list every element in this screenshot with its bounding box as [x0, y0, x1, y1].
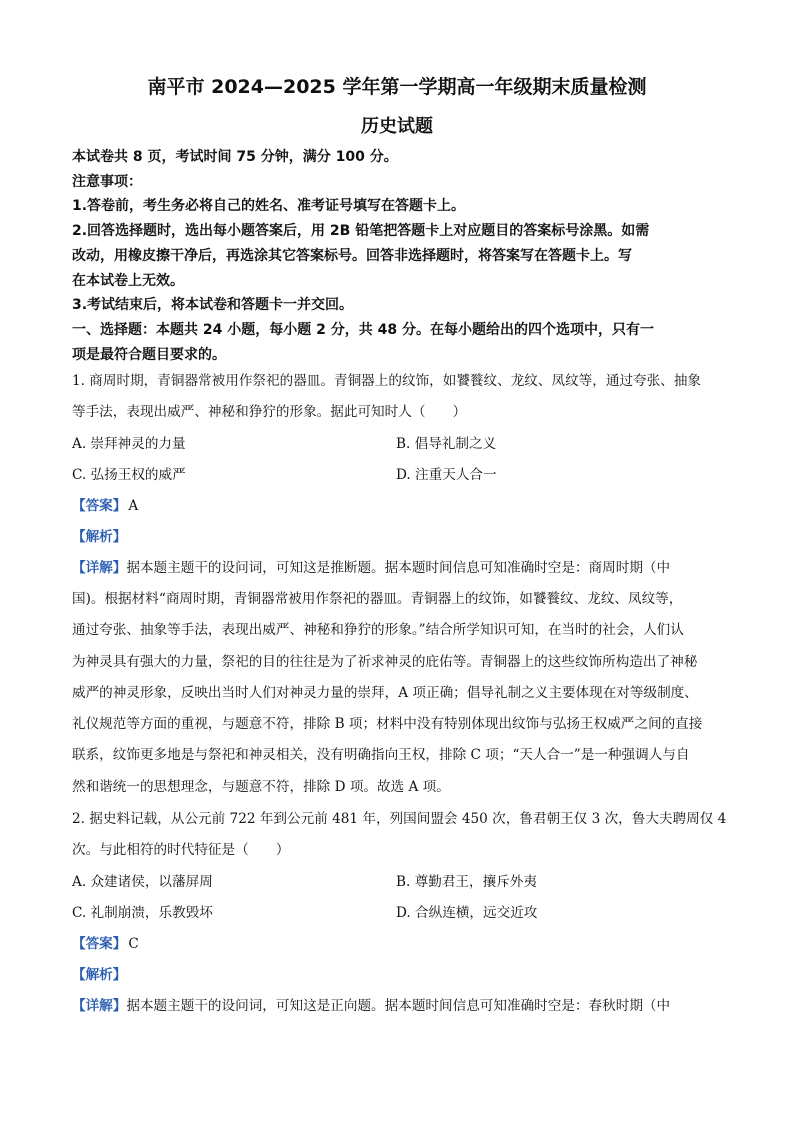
q1-detail-line-7: 联系，纹饰更多地是与祭祀和神灵相关，没有明确指向王权，排除 C 项；“天人合一”是一种强调人与自 — [72, 747, 690, 763]
notice-item-2-cont: 改动，用橡皮擦干净后，再选涂其它答案标号。回答非选择题时，将答案写在答题卡上。写 — [72, 248, 632, 264]
q1-answer — [72, 497, 138, 515]
answer-tag: 【答案】 — [72, 936, 127, 952]
q2-option-c: C. 礼制崩溃，乐教毁坏 — [72, 905, 213, 921]
section-heading: 一、选择题：本题共 24 小题，每小题 2 分，共 48 分。在每小题给出的四个选项中，只有一 — [72, 322, 654, 338]
q2-detail-text: 据本题主题干的设问词，可知这是正向题。据本题时间信息可知准确时空是：春秋时期（中 — [126, 998, 671, 1014]
notice-item-1: 1.答卷前，考生务必将自己的姓名、准考证号填写在答题卡上。 — [72, 198, 466, 214]
q2-option-a: A. 众建诸侯，以藩屏周 — [72, 874, 213, 890]
exam-subtitle: 历史试题 — [361, 116, 433, 137]
exam-title: 南平市 2024—2025 学年第一学期高一年级期末质量检测 — [147, 76, 647, 98]
q1-option-a: A. 崇拜神灵的力量 — [72, 436, 186, 452]
answer-tag: 【答案】 — [72, 498, 127, 514]
detail-tag: 【详解】 — [72, 998, 127, 1014]
analysis-tag: 【解析】 — [72, 967, 127, 983]
analysis-tag: 【解析】 — [72, 529, 127, 545]
q1-analysis — [72, 528, 126, 546]
q1-detail-line-3: 通过夸张、抽象等手法，表现出威严、神秘和狰狞的形象。”结合所学知识可知，在当时的社会，人们认 — [72, 622, 684, 638]
q1-option-c: C. 弘扬王权的威严 — [72, 467, 186, 483]
q2-detail — [72, 997, 670, 1015]
q2-answer — [72, 935, 139, 953]
q1-detail-line-5: 威严的神灵形象，反映出当时人们对神灵力量的崇拜，A 项正确；倡导礼制之义主要体现在对等级制度、 — [72, 685, 698, 701]
q1-detail — [72, 559, 670, 577]
q1-option-b: B. 倡导礼制之义 — [396, 436, 497, 452]
q1-detail-line-6: 礼仪规范等方面的重视，与题意不符，排除 B 项；材料中没有特别体现出纹饰与弘扬王权威严之间的直接 — [72, 716, 703, 732]
detail-tag: 【详解】 — [72, 560, 127, 576]
notice-intro: 本试卷共 8 页，考试时间 75 分钟，满分 100 分。 — [72, 149, 398, 165]
q2-option-b: B. 尊勤君王，攘斥外夷 — [396, 874, 537, 890]
q1-option-d: D. 注重天人合一 — [396, 467, 497, 483]
q1-detail-line-2: 国)。根据材料“商周时期，青铜器常被用作祭祀的器皿。青铜器上的纹饰，如饕餮纹、龙纹、凤纹等， — [72, 591, 683, 607]
notice-item-2-end: 在本试卷上无效。 — [72, 273, 184, 289]
notice-item-2: 2.回答选择题时，选出每小题答案后，用 2B 铅笔把答题卡上对应题目的答案标号涂黑。如需 — [72, 223, 650, 239]
q1-stem: 1. 商周时期，青铜器常被用作祭祀的器皿。青铜器上的纹饰，如饕餮纹、龙纹、凤纹等，通过夸张、抽象 — [72, 373, 702, 389]
q1-detail-line-4: 为神灵具有强大的力量，祭祀的目的往往是为了祈求神灵的庇佑等。青铜器上的这些纹饰所构造出了神秘 — [72, 654, 698, 670]
q1-stem-cont: 等手法，表现出威严、神秘和狰狞的形象。据此可知时人（ ） — [72, 404, 467, 420]
q2-stem: 2. 据史料记载，从公元前 722 年到公元前 481 年，列国间盟会 450 次，鲁君朝王仅 3 次，鲁大夫聘周仅 4 — [72, 811, 727, 827]
q2-answer-value: C — [128, 936, 139, 952]
q1-answer-value: A — [128, 498, 139, 514]
q2-option-d: D. 合纵连横，远交近攻 — [396, 905, 538, 921]
q1-detail-line-8: 然和谐统一的思想理念，与题意不符，排除 D 项。故选 A 项。 — [72, 779, 450, 795]
q2-analysis — [72, 966, 126, 984]
notice-heading: 注意事项： — [72, 174, 142, 190]
section-heading-cont: 项是最符合题目要求的。 — [72, 347, 226, 363]
q2-stem-cont: 次。与此相符的时代特征是（ ） — [72, 842, 290, 858]
notice-item-3: 3.考试结束后，将本试卷和答题卡一并交回。 — [72, 297, 354, 313]
q1-detail-text: 据本题主题干的设问词，可知这是推断题。据本题时间信息可知准确时空是：商周时期（中 — [126, 560, 671, 576]
